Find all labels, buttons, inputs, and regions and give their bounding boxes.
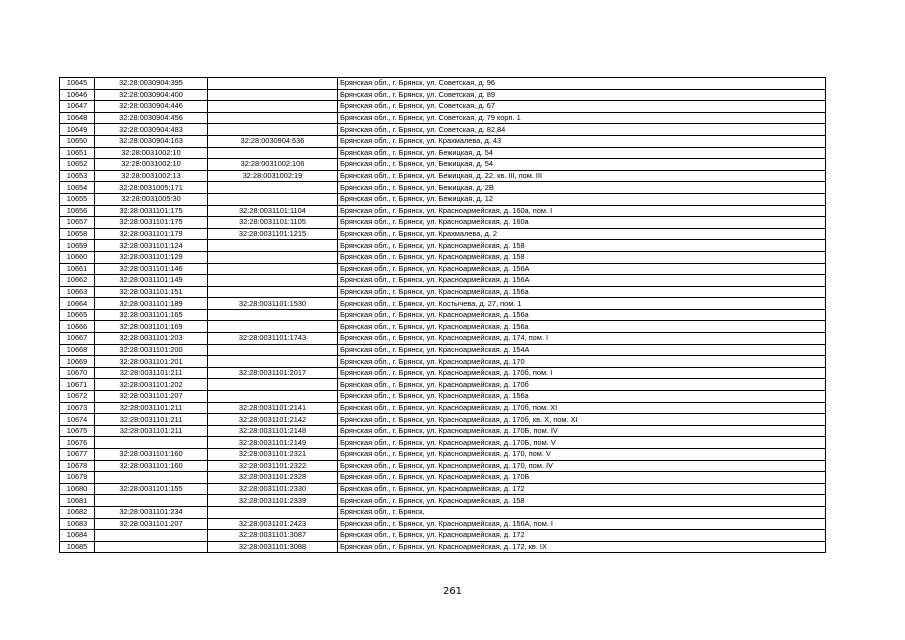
premises-cadastral-number-cell: 32:28:0031101:3088 (208, 541, 338, 553)
premises-cadastral-number-cell (208, 356, 338, 368)
address-cell: Брянская обл., г. Брянск, ул. Красноармейская, д. 158 (338, 495, 826, 507)
cadastral-number-cell: 32:28:0031005:171 (95, 182, 208, 194)
address-cell: Брянская обл., г. Брянск, ул. Советская, д. 82,84 (338, 124, 826, 136)
table-row (60, 518, 826, 530)
row-number-cell: 10681 (60, 495, 95, 507)
cadastral-number-cell: 32:28:0030904:483 (95, 124, 208, 136)
cadastral-number-cell: 32:28:0031101:201 (95, 356, 208, 368)
table-row (60, 344, 826, 356)
registry-table-body (60, 78, 826, 553)
address-cell: Брянская обл., г. Брянск, ул. Красноармейская, д. 170, пом. V (338, 449, 826, 461)
address-cell: Брянская обл., г. Брянск, ул. Советская, д. 89 (338, 89, 826, 101)
row-number-cell: 10669 (60, 356, 95, 368)
row-number-cell: 10661 (60, 263, 95, 275)
row-number-cell: 10666 (60, 321, 95, 333)
table-row (60, 449, 826, 461)
table-row (60, 298, 826, 310)
cadastral-number-cell: 32:28:0031101:211 (95, 367, 208, 379)
table-row (60, 483, 826, 495)
table-row (60, 170, 826, 182)
cadastral-number-cell: 32:28:0031101:203 (95, 333, 208, 345)
premises-cadastral-number-cell: 32:28:0031101:2142 (208, 414, 338, 426)
premises-cadastral-number-cell: 32:28:0031101:1215 (208, 228, 338, 240)
row-number-cell: 10647 (60, 101, 95, 113)
row-number-cell: 10659 (60, 240, 95, 252)
address-cell: Брянская обл., г. Брянск, ул. Красноармейская, д. 160а (338, 217, 826, 229)
premises-cadastral-number-cell (208, 263, 338, 275)
row-number-cell: 10672 (60, 391, 95, 403)
premises-cadastral-number-cell: 32:28:0031101:2017 (208, 367, 338, 379)
table-row (60, 472, 826, 484)
cadastral-number-cell: 32:28:0031101:207 (95, 391, 208, 403)
cadastral-number-cell: 32:28:0031002:10 (95, 159, 208, 171)
table-row (60, 425, 826, 437)
cadastral-number-cell: 32:28:0031101:151 (95, 286, 208, 298)
address-cell: Брянская обл., г. Брянск, ул. Красноармейская, д. 156А (338, 263, 826, 275)
premises-cadastral-number-cell: 32:28:0031101:3087 (208, 530, 338, 542)
premises-cadastral-number-cell: 32:28:0031101:1743 (208, 333, 338, 345)
row-number-cell: 10653 (60, 170, 95, 182)
table-row (60, 159, 826, 171)
table-row (60, 275, 826, 287)
row-number-cell: 10651 (60, 147, 95, 159)
address-cell: Брянская обл., г. Брянск, ул. Красноармейская, д. 170б, кв. X, пом. XI (338, 414, 826, 426)
cadastral-number-cell: 32:28:0031101:175 (95, 217, 208, 229)
address-cell: Брянская обл., г. Брянск, ул. Бежицкая, д. 54 (338, 147, 826, 159)
cadastral-number-cell (95, 437, 208, 449)
table-row (60, 379, 826, 391)
premises-cadastral-number-cell (208, 321, 338, 333)
row-number-cell: 10645 (60, 78, 95, 90)
table-row (60, 414, 826, 426)
premises-cadastral-number-cell (208, 309, 338, 321)
table-row (60, 402, 826, 414)
premises-cadastral-number-cell: 32:28:0031101:2148 (208, 425, 338, 437)
premises-cadastral-number-cell: 32:28:0031101:2423 (208, 518, 338, 530)
table-row (60, 147, 826, 159)
premises-cadastral-number-cell: 32:28:0031002:106 (208, 159, 338, 171)
premises-cadastral-number-cell: 32:28:0031101:2149 (208, 437, 338, 449)
table-row (60, 101, 826, 113)
row-number-cell: 10670 (60, 367, 95, 379)
premises-cadastral-number-cell: 32:28:0031002:19 (208, 170, 338, 182)
address-cell: Брянская обл., г. Брянск, ул. Бежицкая, д. 22, кв. III, пом. III (338, 170, 826, 182)
table-row (60, 112, 826, 124)
premises-cadastral-number-cell (208, 147, 338, 159)
cadastral-number-cell: 32:28:0031101:202 (95, 379, 208, 391)
table-row (60, 309, 826, 321)
address-cell: Брянская обл., г. Брянск, ул. Советская, д. 67 (338, 101, 826, 113)
address-cell: Брянская обл., г. Брянск, ул. Красноармейская, д. 160а, пом. I (338, 205, 826, 217)
row-number-cell: 10685 (60, 541, 95, 553)
registry-table (59, 77, 826, 553)
address-cell: Брянская обл., г. Брянск, ул. Красноармейская, д. 170, пом. IV (338, 460, 826, 472)
premises-cadastral-number-cell (208, 124, 338, 136)
premises-cadastral-number-cell: 32:28:0031101:2339 (208, 495, 338, 507)
address-cell: Брянская обл., г. Брянск, ул. Бежицкая, д. 2В (338, 182, 826, 194)
row-number-cell: 10678 (60, 460, 95, 472)
address-cell: Брянская обл., г. Брянск, ул. Красноармейская, д. 158 (338, 251, 826, 263)
row-number-cell: 10648 (60, 112, 95, 124)
address-cell: Брянская обл., г. Брянск, ул. Красноармейская, д. 170б, пом. XI (338, 402, 826, 414)
premises-cadastral-number-cell: 32:28:0031101:2330 (208, 483, 338, 495)
address-cell: Брянская обл., г. Брянск, ул. Красноармейская, д. 170б (338, 379, 826, 391)
cadastral-number-cell: 32:28:0031005:30 (95, 193, 208, 205)
premises-cadastral-number-cell (208, 506, 338, 518)
table-row (60, 495, 826, 507)
premises-cadastral-number-cell: 32:28:0031101:2328 (208, 472, 338, 484)
row-number-cell: 10660 (60, 251, 95, 263)
table-row (60, 78, 826, 90)
premises-cadastral-number-cell (208, 286, 338, 298)
address-cell: Брянская обл., г. Брянск, ул. Красноармейская, д. 156а (338, 309, 826, 321)
cadastral-number-cell: 32:28:0031101:200 (95, 344, 208, 356)
table-row (60, 321, 826, 333)
row-number-cell: 10652 (60, 159, 95, 171)
address-cell: Брянская обл., г. Брянск, ул. Красноармейская, д. 172, кв. IX (338, 541, 826, 553)
row-number-cell: 10684 (60, 530, 95, 542)
row-number-cell: 10657 (60, 217, 95, 229)
premises-cadastral-number-cell: 32:28:0031101:1104 (208, 205, 338, 217)
cadastral-number-cell: 32:28:0031101:149 (95, 275, 208, 287)
address-cell: Брянская обл., г. Брянск, ул. Бежицкая, д. 54 (338, 159, 826, 171)
table-row (60, 205, 826, 217)
row-number-cell: 10649 (60, 124, 95, 136)
row-number-cell: 10650 (60, 135, 95, 147)
address-cell: Брянская обл., г. Брянск, ул. Красноармейская, д. 172 (338, 530, 826, 542)
table-row (60, 217, 826, 229)
premises-cadastral-number-cell (208, 251, 338, 263)
table-row (60, 263, 826, 275)
premises-cadastral-number-cell (208, 240, 338, 252)
table-row (60, 135, 826, 147)
row-number-cell: 10664 (60, 298, 95, 310)
row-number-cell: 10679 (60, 472, 95, 484)
premises-cadastral-number-cell (208, 275, 338, 287)
address-cell: Брянская обл., г. Брянск, ул. Красноармейская, д. 170Б, пом. V (338, 437, 826, 449)
premises-cadastral-number-cell (208, 344, 338, 356)
cadastral-number-cell (95, 472, 208, 484)
cadastral-number-cell: 32:28:0031101:160 (95, 460, 208, 472)
row-number-cell: 10668 (60, 344, 95, 356)
row-number-cell: 10667 (60, 333, 95, 345)
table-row (60, 193, 826, 205)
cadastral-number-cell: 32:28:0031101:211 (95, 414, 208, 426)
cadastral-number-cell: 32:28:0030904:456 (95, 112, 208, 124)
table-row (60, 240, 826, 252)
cadastral-number-cell: 32:28:0031101:211 (95, 402, 208, 414)
cadastral-number-cell: 32:28:0031101:234 (95, 506, 208, 518)
cadastral-number-cell (95, 495, 208, 507)
address-cell: Брянская обл., г. Брянск, ул. Красноармейская, д. 170б, пом. I (338, 367, 826, 379)
address-cell: Брянская обл., г. Брянск, ул. Красноармейская, д. 170Б, пом. IV (338, 425, 826, 437)
cadastral-number-cell: 32:28:0030904:446 (95, 101, 208, 113)
premises-cadastral-number-cell: 32:28:0031101:1105 (208, 217, 338, 229)
premises-cadastral-number-cell: 32:28:0031101:2321 (208, 449, 338, 461)
premises-cadastral-number-cell (208, 78, 338, 90)
row-number-cell: 10676 (60, 437, 95, 449)
table-row (60, 228, 826, 240)
cadastral-number-cell: 32:28:0031101:169 (95, 321, 208, 333)
premises-cadastral-number-cell (208, 379, 338, 391)
table-row (60, 333, 826, 345)
cadastral-number-cell (95, 541, 208, 553)
table-row (60, 391, 826, 403)
address-cell: Брянская обл., г. Брянск, ул. Красноармейская, д. 156а (338, 321, 826, 333)
premises-cadastral-number-cell (208, 89, 338, 101)
premises-cadastral-number-cell: 32:28:0031101:2141 (208, 402, 338, 414)
row-number-cell: 10662 (60, 275, 95, 287)
cadastral-number-cell: 32:28:0031101:165 (95, 309, 208, 321)
table-row (60, 506, 826, 518)
address-cell: Брянская обл., г. Брянск, ул. Красноармейская, д. 174, пом. I (338, 333, 826, 345)
row-number-cell: 10680 (60, 483, 95, 495)
table-row (60, 251, 826, 263)
address-cell: Брянская обл., г. Брянск, ул. Красноармейская, д. 156А, пом. I (338, 518, 826, 530)
row-number-cell: 10665 (60, 309, 95, 321)
row-number-cell: 10674 (60, 414, 95, 426)
cadastral-number-cell: 32:28:0030904:163 (95, 135, 208, 147)
cadastral-number-cell: 32:28:0031101:124 (95, 240, 208, 252)
row-number-cell: 10655 (60, 193, 95, 205)
table-row (60, 530, 826, 542)
row-number-cell: 10683 (60, 518, 95, 530)
page-number: 261 (442, 586, 463, 597)
address-cell: Брянская обл., г. Брянск, ул. Красноармейская, д. 156А (338, 275, 826, 287)
cadastral-number-cell: 32:28:0031002:10 (95, 147, 208, 159)
address-cell: Брянская обл., г. Брянск, ул. Красноармейская, д. 170 (338, 356, 826, 368)
cadastral-number-cell: 32:28:0031101:211 (95, 425, 208, 437)
address-cell: Брянская обл., г. Брянск, ул. Красноармейская, д. 170Б (338, 472, 826, 484)
address-cell: Брянская обл., г. Брянск, ул. Костычева, д. 27, пом. 1 (338, 298, 826, 310)
premises-cadastral-number-cell: 32:28:0031101:2322 (208, 460, 338, 472)
row-number-cell: 10663 (60, 286, 95, 298)
address-cell: Брянская обл., г. Брянск, ул. Красноармейская, д. 158 (338, 240, 826, 252)
row-number-cell: 10677 (60, 449, 95, 461)
cadastral-number-cell: 32:28:0031101:129 (95, 251, 208, 263)
address-cell: Брянская обл., г. Брянск, ул. Крахмалева, д. 43 (338, 135, 826, 147)
table-row (60, 356, 826, 368)
table-row (60, 182, 826, 194)
address-cell: Брянская обл., г. Брянск, ул. Крахмалева, д. 2 (338, 228, 826, 240)
cadastral-number-cell: 32:28:0031101:189 (95, 298, 208, 310)
row-number-cell: 10682 (60, 506, 95, 518)
cadastral-number-cell (95, 530, 208, 542)
cadastral-number-cell: 32:28:0030904:395 (95, 78, 208, 90)
row-number-cell: 10658 (60, 228, 95, 240)
premises-cadastral-number-cell (208, 193, 338, 205)
row-number-cell: 10646 (60, 89, 95, 101)
cadastral-number-cell: 32:28:0031101:175 (95, 205, 208, 217)
table-row (60, 437, 826, 449)
table-row (60, 286, 826, 298)
address-cell: Брянская обл., г. Брянск, ул. Советская, д. 79 корп. 1 (338, 112, 826, 124)
table-row (60, 460, 826, 472)
address-cell: Брянская обл., г. Брянск, ул. Красноармейская, д. 156а (338, 391, 826, 403)
address-cell: Брянская обл., г. Брянск, ул. Бежицкая, д. 12 (338, 193, 826, 205)
row-number-cell: 10673 (60, 402, 95, 414)
premises-cadastral-number-cell (208, 391, 338, 403)
premises-cadastral-number-cell (208, 112, 338, 124)
row-number-cell: 10671 (60, 379, 95, 391)
cadastral-number-cell: 32:28:0031101:146 (95, 263, 208, 275)
cadastral-number-cell: 32:28:0030904:400 (95, 89, 208, 101)
address-cell: Брянская обл., г. Брянск, ул. Красноармейская, д. 172 (338, 483, 826, 495)
cadastral-number-cell: 32:28:0031002:13 (95, 170, 208, 182)
cadastral-number-cell: 32:28:0031101:207 (95, 518, 208, 530)
premises-cadastral-number-cell (208, 182, 338, 194)
address-cell: Брянская обл., г. Брянск, ул. Советская, д. 96 (338, 78, 826, 90)
table-row (60, 367, 826, 379)
address-cell: Брянская обл., г. Брянск, (338, 506, 826, 518)
table-row (60, 541, 826, 553)
row-number-cell: 10675 (60, 425, 95, 437)
address-cell: Брянская обл., г. Брянск, ул. Красноармейская, д. 156а (338, 286, 826, 298)
table-row (60, 124, 826, 136)
premises-cadastral-number-cell: 32:28:0031101:1530 (208, 298, 338, 310)
premises-cadastral-number-cell (208, 101, 338, 113)
row-number-cell: 10656 (60, 205, 95, 217)
address-cell: Брянская обл., г. Брянск, ул. Красноармейская, д. 154А (338, 344, 826, 356)
table-row (60, 89, 826, 101)
row-number-cell: 10654 (60, 182, 95, 194)
cadastral-number-cell: 32:28:0031101:155 (95, 483, 208, 495)
cadastral-number-cell: 32:28:0031101:160 (95, 449, 208, 461)
cadastral-number-cell: 32:28:0031101:179 (95, 228, 208, 240)
premises-cadastral-number-cell: 32:28:0030904:636 (208, 135, 338, 147)
